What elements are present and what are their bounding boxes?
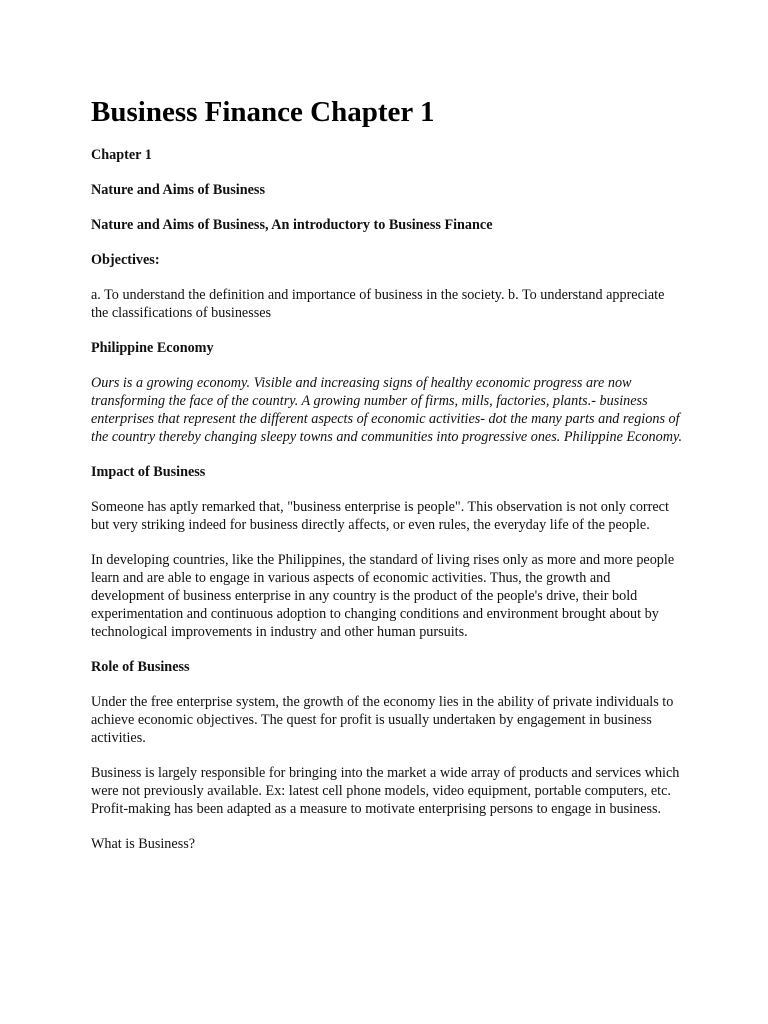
role-paragraph-2: Business is largely responsible for bringing into the market a wide array of products and services which were not previously available. Ex: latest cell phone models, video equipment, portable computers, etc. Profit-making has been adapted as a measure to motivate enterprising persons to engage in business. (91, 765, 680, 817)
impact-heading: Impact of Business (91, 464, 206, 480)
chapter-heading: Nature and Aims of Business (91, 182, 265, 198)
impact-paragraph-1: Someone has aptly remarked that, "business enterprise is people". This observation is not only correct but very striking indeed for business directly affects, or even rules, the everyday life of the people. (91, 499, 669, 533)
philippine-economy-heading: Philippine Economy (91, 340, 214, 356)
objectives-heading: Objectives: (91, 252, 160, 268)
role-heading: Role of Business (91, 659, 190, 675)
philippine-economy-paragraph: Ours is a growing economy. Visible and increasing signs of healthy economic progress are now transforming the face of the country. A growing number of firms, mills, factories, plants.- business enterprises that represent the different aspects of economic activities- dot the many parts and regions of the country thereby changing sleepy towns and communities into progressive ones. Philippine Economy. (91, 375, 683, 445)
document-page (91, 94, 683, 870)
objectives-text: a. To understand the definition and importance of business in the society. b. To understand appreciate the classifications of businesses (91, 287, 665, 321)
document-title: Business Finance Chapter 1 (91, 96, 435, 128)
subheading: Nature and Aims of Business, An introductory to Business Finance (91, 217, 493, 233)
role-paragraph-1: Under the free enterprise system, the growth of the economy lies in the ability of private individuals to achieve economic objectives. The quest for profit is usually undertaken by engagement in business activities. (91, 694, 674, 746)
closing-question: What is Business? (91, 836, 196, 852)
impact-paragraph-2: In developing countries, like the Philippines, the standard of living rises only as more and more people learn and are able to engage in various aspects of economic activities. Thus, the growth and development of business enterprise in any country is the product of the people's drive, their bold experimentation and continuous adoption to changing conditions and environment brought about by technological improvements in industry and other human pursuits. (91, 552, 675, 640)
chapter-label: Chapter 1 (91, 147, 152, 163)
